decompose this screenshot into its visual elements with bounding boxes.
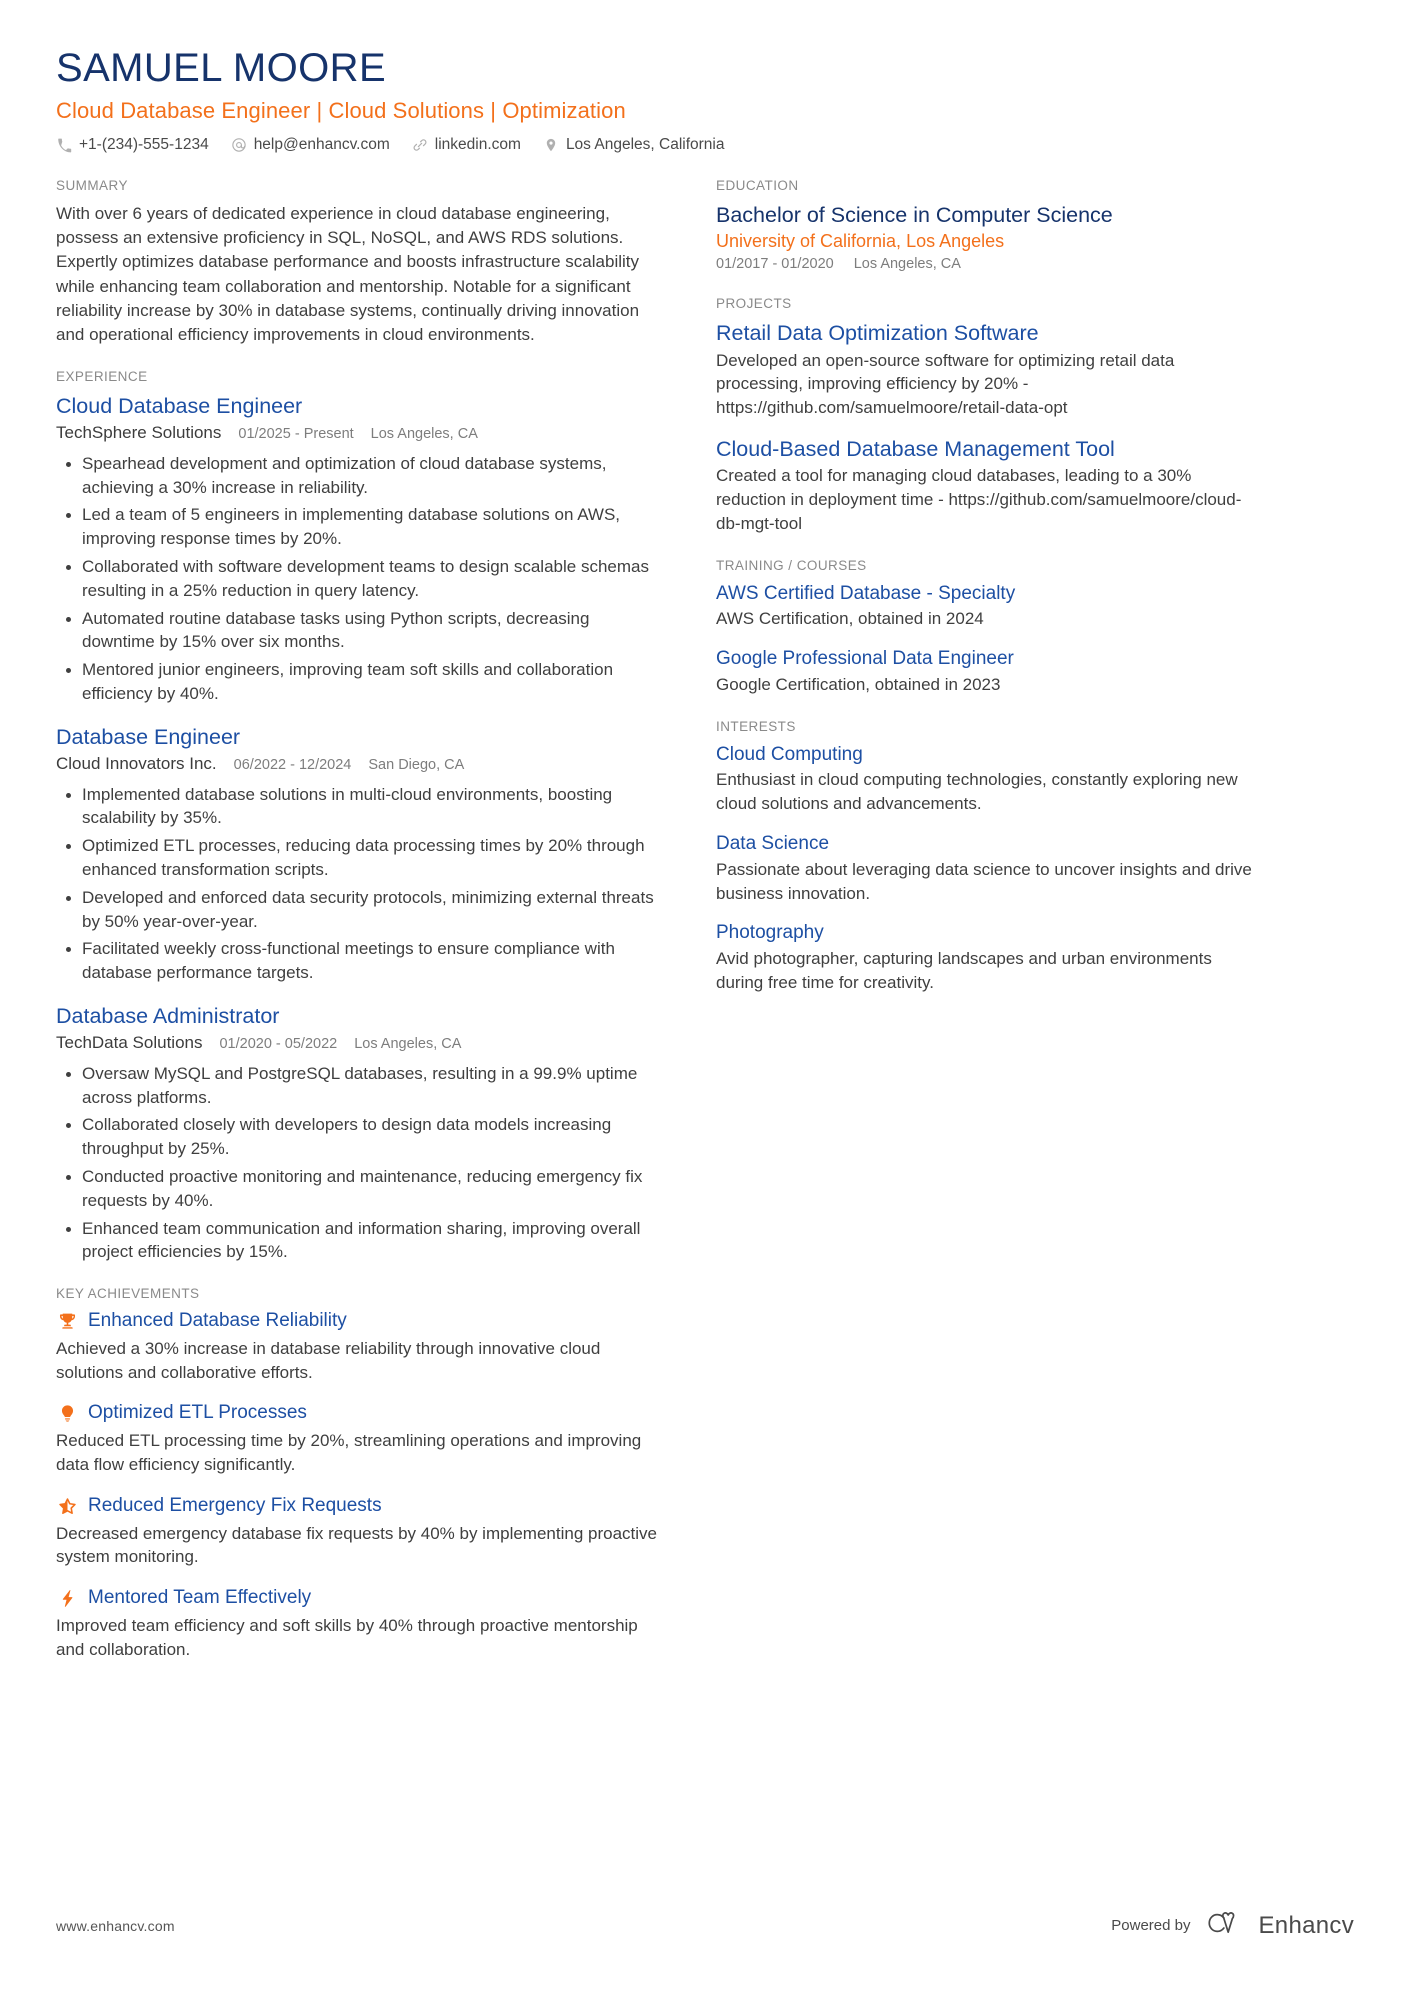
location-pin-icon bbox=[543, 137, 559, 153]
section-key-achievements bbox=[56, 1286, 666, 1662]
achievement-description: Achieved a 30% increase in database reliability through innovative cloud solutions and collaborative efforts. bbox=[56, 1338, 601, 1382]
job-dates: 01/2020 - 05/2022 bbox=[219, 1035, 338, 1052]
job-bullet: Developed and enforced data security protocols, minimizing external threats by 50% year-over-year. bbox=[56, 886, 666, 934]
resume-footer bbox=[56, 1910, 1354, 1941]
link-icon bbox=[412, 137, 428, 153]
job-bullets bbox=[56, 452, 666, 706]
job-bullets bbox=[56, 1062, 666, 1264]
section-education bbox=[716, 178, 1254, 274]
achievement-description: Decreased emergency database fix requests by 40% by implementing proactive system monitoring. bbox=[56, 1523, 657, 1567]
job-company: TechSphere Solutions bbox=[56, 422, 222, 442]
job-location: Los Angeles, CA bbox=[354, 1035, 462, 1052]
job-bullet: Conducted proactive monitoring and maintenance, reducing emergency fix requests by 40%. bbox=[56, 1165, 666, 1213]
interest-description: Avid photographer, capturing landscapes and urban environments during free time for creativity. bbox=[716, 949, 1212, 992]
job-bullet: Led a team of 5 engineers in implementing database solutions on AWS, improving response times by 20%. bbox=[56, 503, 666, 551]
education-entry bbox=[716, 202, 1254, 274]
training-description: Google Certification, obtained in 2023 bbox=[716, 674, 1001, 694]
job-bullet: Automated routine database tasks using Python scripts, decreasing downtime by 15% over six months. bbox=[56, 607, 666, 655]
experience-entry bbox=[56, 724, 666, 985]
contact-row bbox=[56, 136, 1354, 154]
footer-brand bbox=[1111, 1910, 1354, 1941]
achievement-item bbox=[56, 1402, 666, 1476]
achievement-header bbox=[56, 1495, 666, 1518]
contact-email-text: help@enhancv.com bbox=[253, 136, 390, 154]
interest-title: Cloud Computing bbox=[716, 743, 863, 765]
email-icon bbox=[231, 137, 247, 153]
achievement-header bbox=[56, 1402, 666, 1425]
contact-link[interactable] bbox=[412, 136, 521, 154]
job-location: Los Angeles, CA bbox=[370, 425, 478, 442]
job-company: TechData Solutions bbox=[56, 1032, 203, 1052]
powered-by-label: Powered by bbox=[1111, 1917, 1191, 1934]
contact-email[interactable] bbox=[231, 136, 390, 154]
enhancv-mark-icon bbox=[1207, 1910, 1249, 1941]
project-title: Cloud-Based Database Management Tool bbox=[716, 436, 1115, 461]
training-entry bbox=[716, 582, 1254, 632]
experience-entry bbox=[56, 393, 666, 706]
achievement-title: Enhanced Database Reliability bbox=[88, 1310, 347, 1332]
job-bullet: Optimized ETL processes, reducing data processing times by 20% through enhanced transformation scripts. bbox=[56, 834, 666, 882]
job-title: Database Engineer bbox=[56, 724, 241, 749]
contact-phone-text: +1-(234)-555-1234 bbox=[79, 136, 209, 154]
job-meta bbox=[56, 753, 666, 776]
job-bullet: Facilitated weekly cross-functional meetings to ensure compliance with database performance targets. bbox=[56, 937, 666, 985]
lightbulb-icon bbox=[56, 1403, 78, 1425]
section-summary bbox=[56, 178, 666, 347]
training-title: Google Professional Data Engineer bbox=[716, 648, 1014, 670]
job-bullets bbox=[56, 783, 666, 985]
project-title: Retail Data Optimization Software bbox=[716, 321, 1039, 346]
project-description: Created a tool for managing cloud databases, leading to a 30% reduction in deployment time - https://github.com/samuelmoore/cloud-db-mgt-tool bbox=[716, 466, 1242, 533]
summary-text: With over 6 years of dedicated experience in cloud database engineering, possess an extensive proficiency in SQL, NoSQL, and AWS RDS solutions. Expertly optimizes database performance and boosts infrastructure scalability while enhancing team collaboration and mentorship. Notable for a significant reliability increase by 30% in database systems, continually driving innovation and operational efficiency improvements in cloud environments. bbox=[56, 204, 640, 344]
interest-description: Enthusiast in cloud computing technologies, constantly exploring new cloud solutions and advancements. bbox=[716, 770, 1238, 814]
interest-entry bbox=[716, 743, 1254, 816]
resume-body bbox=[56, 178, 1354, 1683]
job-meta bbox=[56, 1032, 666, 1055]
job-bullet: Implemented database solutions in multi-cloud environments, boosting scalability by 35%. bbox=[56, 783, 666, 831]
section-interests bbox=[716, 719, 1254, 995]
job-bullet: Oversaw MySQL and PostgreSQL databases, resulting in a 99.9% uptime across platforms. bbox=[56, 1062, 666, 1110]
contact-location bbox=[543, 136, 725, 154]
job-bullet: Collaborated with software development teams to design scalable schemas resulting in a 25% reduction in query latency. bbox=[56, 555, 666, 603]
achievement-header bbox=[56, 1587, 666, 1610]
job-title: Database Administrator bbox=[56, 1003, 280, 1028]
achievement-item bbox=[56, 1587, 666, 1661]
achievement-item bbox=[56, 1310, 666, 1384]
interest-title: Photography bbox=[716, 922, 824, 944]
job-dates: 06/2022 - 12/2024 bbox=[233, 756, 352, 773]
resume-header bbox=[56, 46, 1354, 154]
job-meta bbox=[56, 422, 666, 445]
section-experience bbox=[56, 369, 666, 1264]
section-label-projects: PROJECTS bbox=[716, 296, 792, 312]
section-label-experience: EXPERIENCE bbox=[56, 368, 148, 384]
interest-entry bbox=[716, 921, 1254, 994]
footer-url[interactable]: www.enhancv.com bbox=[56, 1917, 175, 1934]
achievement-header bbox=[56, 1310, 666, 1333]
section-label-interests: INTERESTS bbox=[716, 718, 796, 734]
section-label-key-achievements: KEY ACHIEVEMENTS bbox=[56, 1286, 200, 1302]
achievement-title: Reduced Emergency Fix Requests bbox=[88, 1494, 382, 1516]
job-bullet: Enhanced team communication and information sharing, improving overall project efficiencies by 15%. bbox=[56, 1217, 666, 1265]
trophy-icon bbox=[56, 1310, 78, 1332]
achievement-title: Optimized ETL Processes bbox=[88, 1402, 307, 1424]
section-training-courses bbox=[716, 558, 1254, 697]
experience-entry bbox=[56, 1003, 666, 1264]
interest-entry bbox=[716, 832, 1254, 905]
right-column bbox=[694, 178, 1254, 1017]
job-location: San Diego, CA bbox=[368, 756, 465, 773]
left-column bbox=[56, 178, 694, 1683]
enhancv-logo bbox=[1207, 1910, 1355, 1941]
training-description: AWS Certification, obtained in 2024 bbox=[716, 609, 984, 629]
star-icon bbox=[56, 1495, 78, 1517]
education-location: Los Angeles, CA bbox=[853, 255, 961, 272]
achievement-item bbox=[56, 1495, 666, 1569]
job-bullet: Spearhead development and optimization of cloud database systems, achieving a 30% increase in reliability. bbox=[56, 452, 666, 500]
education-degree: Bachelor of Science in Computer Science bbox=[716, 203, 1113, 228]
achievement-title: Mentored Team Effectively bbox=[88, 1587, 312, 1609]
enhancv-wordmark: Enhancv bbox=[1258, 1911, 1354, 1939]
education-meta bbox=[716, 255, 1254, 275]
job-company: Cloud Innovators Inc. bbox=[56, 753, 217, 773]
education-institution: University of California, Los Angeles bbox=[716, 231, 1005, 252]
page-title: SAMUEL MOORE bbox=[56, 46, 387, 90]
project-description: Developed an open-source software for optimizing retail data processing, improving efficiency by 20% - https://github.com/samuelmoore/retail-data-opt bbox=[716, 350, 1175, 418]
interest-title: Data Science bbox=[716, 833, 830, 855]
interest-description: Passionate about leveraging data science to uncover insights and drive business innovation. bbox=[716, 859, 1252, 903]
job-dates: 01/2025 - Present bbox=[238, 425, 354, 442]
job-title: Cloud Database Engineer bbox=[56, 393, 303, 418]
job-bullet: Mentored junior engineers, improving team soft skills and collaboration efficiency by 40%. bbox=[56, 658, 666, 706]
project-entry bbox=[716, 436, 1254, 536]
professional-headline: Cloud Database Engineer | Cloud Solutions | Optimization bbox=[56, 97, 626, 123]
training-entry bbox=[716, 647, 1254, 697]
education-dates: 01/2017 - 01/2020 bbox=[716, 255, 834, 272]
section-projects bbox=[716, 296, 1254, 535]
contact-phone[interactable] bbox=[56, 136, 209, 154]
achievement-description: Improved team efficiency and soft skills by 40% through proactive mentorship and collaboration. bbox=[56, 1616, 638, 1659]
achievement-description: Reduced ETL processing time by 20%, streamlining operations and improving data flow efficiency significantly. bbox=[56, 1431, 642, 1475]
section-label-training-courses: TRAINING / COURSES bbox=[716, 557, 867, 573]
contact-link-text: linkedin.com bbox=[434, 136, 521, 154]
project-entry bbox=[716, 320, 1254, 420]
section-label-education: EDUCATION bbox=[716, 178, 799, 194]
contact-location-text: Los Angeles, California bbox=[565, 136, 725, 154]
job-bullet: Collaborated closely with developers to design data models increasing throughput by 25%. bbox=[56, 1113, 666, 1161]
training-title: AWS Certified Database - Specialty bbox=[716, 582, 1016, 604]
lightning-bolt-icon bbox=[56, 1588, 78, 1610]
section-label-summary: SUMMARY bbox=[56, 178, 128, 194]
phone-icon bbox=[56, 137, 72, 153]
